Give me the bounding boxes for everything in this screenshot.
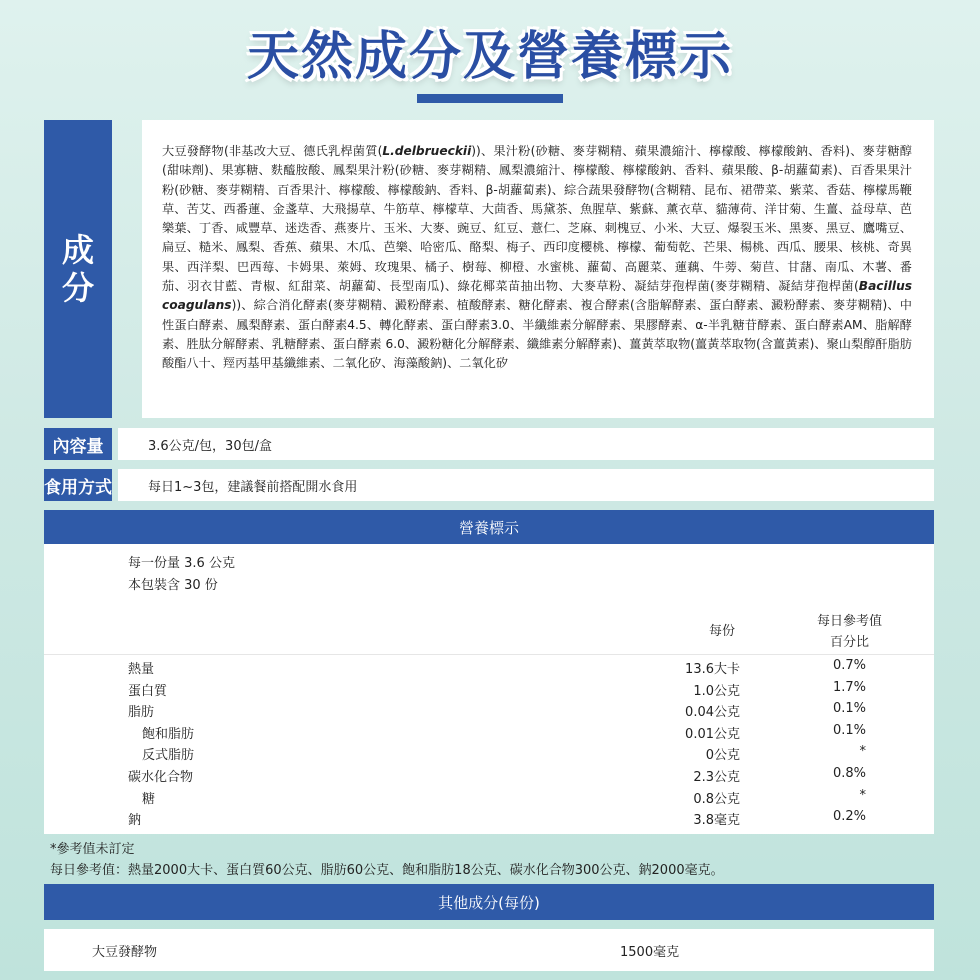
- nutrient-daily-value: 0.7%: [832, 658, 866, 673]
- note-daily-values: 每日參考值：熱量2000大卡、蛋白質60公克、脂肪60公克、飽和脂肪18公克、碳水化合物300公克、鈉2000毫克。: [50, 863, 724, 878]
- ingredients-label-line1: 成: [61, 231, 94, 269]
- nutrient-per-serving: 0.01公克: [685, 726, 740, 742]
- ingredients-label: [44, 120, 112, 418]
- nutrient-daily-value: 1.7%: [832, 679, 866, 695]
- nutrient-name: 蛋白質: [128, 683, 168, 699]
- nutrient-name: 碳水化合物: [128, 770, 194, 785]
- table-divider: [44, 654, 934, 655]
- usage-label: 食用方式: [44, 469, 112, 501]
- nutrient-daily-value: 0.1%: [832, 701, 866, 717]
- usage-value: 每日1~3包，建議餐前搭配開水食用: [148, 479, 358, 495]
- column-header-percent: 百分比: [830, 635, 870, 650]
- nutrition-row: [44, 766, 934, 788]
- nutrition-row: [44, 658, 934, 680]
- nutrient-daily-value: 0.8%: [832, 766, 866, 781]
- nutrient-name: 鈉: [128, 813, 142, 829]
- serving-size: 每一份量 3.6 公克: [128, 556, 235, 571]
- content-row: [118, 428, 934, 460]
- other-ingredient-value: 1500毫克: [620, 945, 680, 960]
- latin-name: Bacillus coagulans: [162, 279, 912, 313]
- content-value: 3.6公克/包，30包/盒: [148, 438, 272, 454]
- nutrient-per-serving: 1.0公克: [693, 683, 740, 699]
- nutrient-daily-value: 0.2%: [832, 809, 866, 825]
- nutrient-per-serving: 0公克: [705, 748, 740, 764]
- page-title: 天然成分及營養標示: [246, 27, 733, 87]
- other-ingredient-name: 大豆發酵物: [92, 945, 158, 960]
- page-title-wrap: [0, 14, 980, 89]
- column-header-daily-value: 每日參考值: [817, 614, 883, 629]
- nutrient-per-serving: 0.04公克: [685, 705, 740, 721]
- latin-name: L.delbrueckii: [382, 144, 472, 158]
- nutrition-row: [44, 788, 934, 810]
- nutrient-name: 熱量: [128, 662, 155, 677]
- nutrient-per-serving: 0.8公克: [693, 791, 740, 807]
- nutrient-per-serving: 2.3公克: [693, 770, 740, 785]
- other-ingredients-row: [44, 929, 934, 971]
- nutrition-row: [44, 701, 934, 723]
- nutrient-name: 脂肪: [128, 705, 155, 721]
- nutrient-name: 反式脂肪: [142, 748, 195, 764]
- nutrition-row: [44, 744, 934, 766]
- nutrient-name: 飽和脂肪: [142, 726, 195, 742]
- column-header-per-serving: 每份: [709, 624, 736, 639]
- nutrient-daily-value: 0.1%: [832, 722, 866, 738]
- ingredient-text: 大豆發酵物(非基改大豆、德氏乳桿菌質(: [162, 144, 383, 158]
- title-underline: [417, 94, 563, 103]
- nutrient-daily-value: *: [859, 787, 866, 803]
- note-not-established: *參考值未訂定: [50, 842, 135, 857]
- servings-per-pack: 本包裝含 30 份: [128, 578, 218, 593]
- ingredients-text: [142, 120, 934, 418]
- nutrient-daily-value: *: [859, 744, 866, 760]
- ingredient-text: ))、綜合消化酵素(麥芽糊精、澱粉酵素、植酸酵素、糖化酵素、複合酵素(含脂解酵素、蛋白酵素、澱粉酵素、麥芽糊精)、中性蛋白酵素、鳳梨酵素、蛋白酵素4.5、轉化酵素、蛋白酵素3.0、半纖維素分解酵素、果膠酵素、α-半乳糖苷酵素、蛋白酵素AM、脂解酵素、胜肽分解酵素、乳糖酵素、蛋白酵素 6.0、澱粉糖化分解酵素、纖維素分解酵素)、薑黃萃取物(薑黃萃取物(含薑黃素)、聚山梨醇酐脂肪酸酯八十、羥丙基甲基纖維素、二氧化矽、海藻酸鈉)、二氧化矽: [162, 298, 912, 371]
- ingredient-text: ))、果汁粉(砂糖、麥芽糊精、蘋果濃縮汁、檸檬酸、檸檬酸鈉、香料)、麥芽糖醇(甜味劑)、果寡糖、麩醯胺酸、鳳梨果汁粉(砂糖、麥芽糊精、鳳梨濃縮汁、檸檬酸、檸檬酸鈉、香料、蘋果酸、β-胡蘿蔔素)、百香果果汁粉(砂糖、麥芽糊精、百香果汁、檸檬酸、檸檬酸鈉、香料、β-胡蘿蔔素)、綜合蔬果發酵物(含糊精、昆布、裙帶菜、紫菜、香菇、檸檬馬鞭草、苦艾、西番蓮、金盞草、大飛揚草、牛筋草、檸檬草、大茴香、馬黛茶、魚腥草、紫蘇、薰衣草、貓薄荷、洋甘菊、生薑、益母草、芭樂葉、丁香、咸豐草、迷迭香、燕麥片、玉米、大麥、豌豆、紅豆、薏仁、芝麻、刺槐豆、小米、大豆、爆裂玉米、黑麥、黑豆、鷹嘴豆、扁豆、糙米、鳳梨、香蕉、蘋果、木瓜、芭樂、哈密瓜、酪梨、梅子、西印度櫻桃、檸檬、葡萄乾、芒果、楊桃、西瓜、腰果、核桃、奇異果、西洋梨、巴西莓、卡姆果、萊姆、玫瑰果、橘子、樹莓、柳橙、水蜜桃、蘿蔔、高麗菜、蓮藕、牛蒡、菊苣、甘藷、南瓜、木薯、番茄、羽衣甘藍、青椒、紅甜菜、胡蘿蔔、長型南瓜)、綠花椰菜苗抽出物、大麥草粉、凝結芽孢桿菌(麥芽糊精、凝結芽孢桿菌(: [162, 144, 912, 294]
- other-ingredients-header: 其他成分(每份): [44, 884, 934, 920]
- nutrient-per-serving: 13.6大卡: [685, 662, 740, 677]
- content-label: 內容量: [44, 428, 112, 460]
- usage-row: [118, 469, 934, 501]
- nutrition-row: [44, 680, 934, 702]
- nutrition-table: [44, 544, 934, 834]
- nutrition-row: [44, 723, 934, 745]
- nutrient-name: 糖: [142, 791, 156, 807]
- nutrition-header: 營養標示: [44, 510, 934, 544]
- nutrient-per-serving: 3.8毫克: [693, 813, 740, 829]
- ingredients-label-line2: 分: [61, 269, 94, 307]
- nutrition-row: [44, 809, 934, 831]
